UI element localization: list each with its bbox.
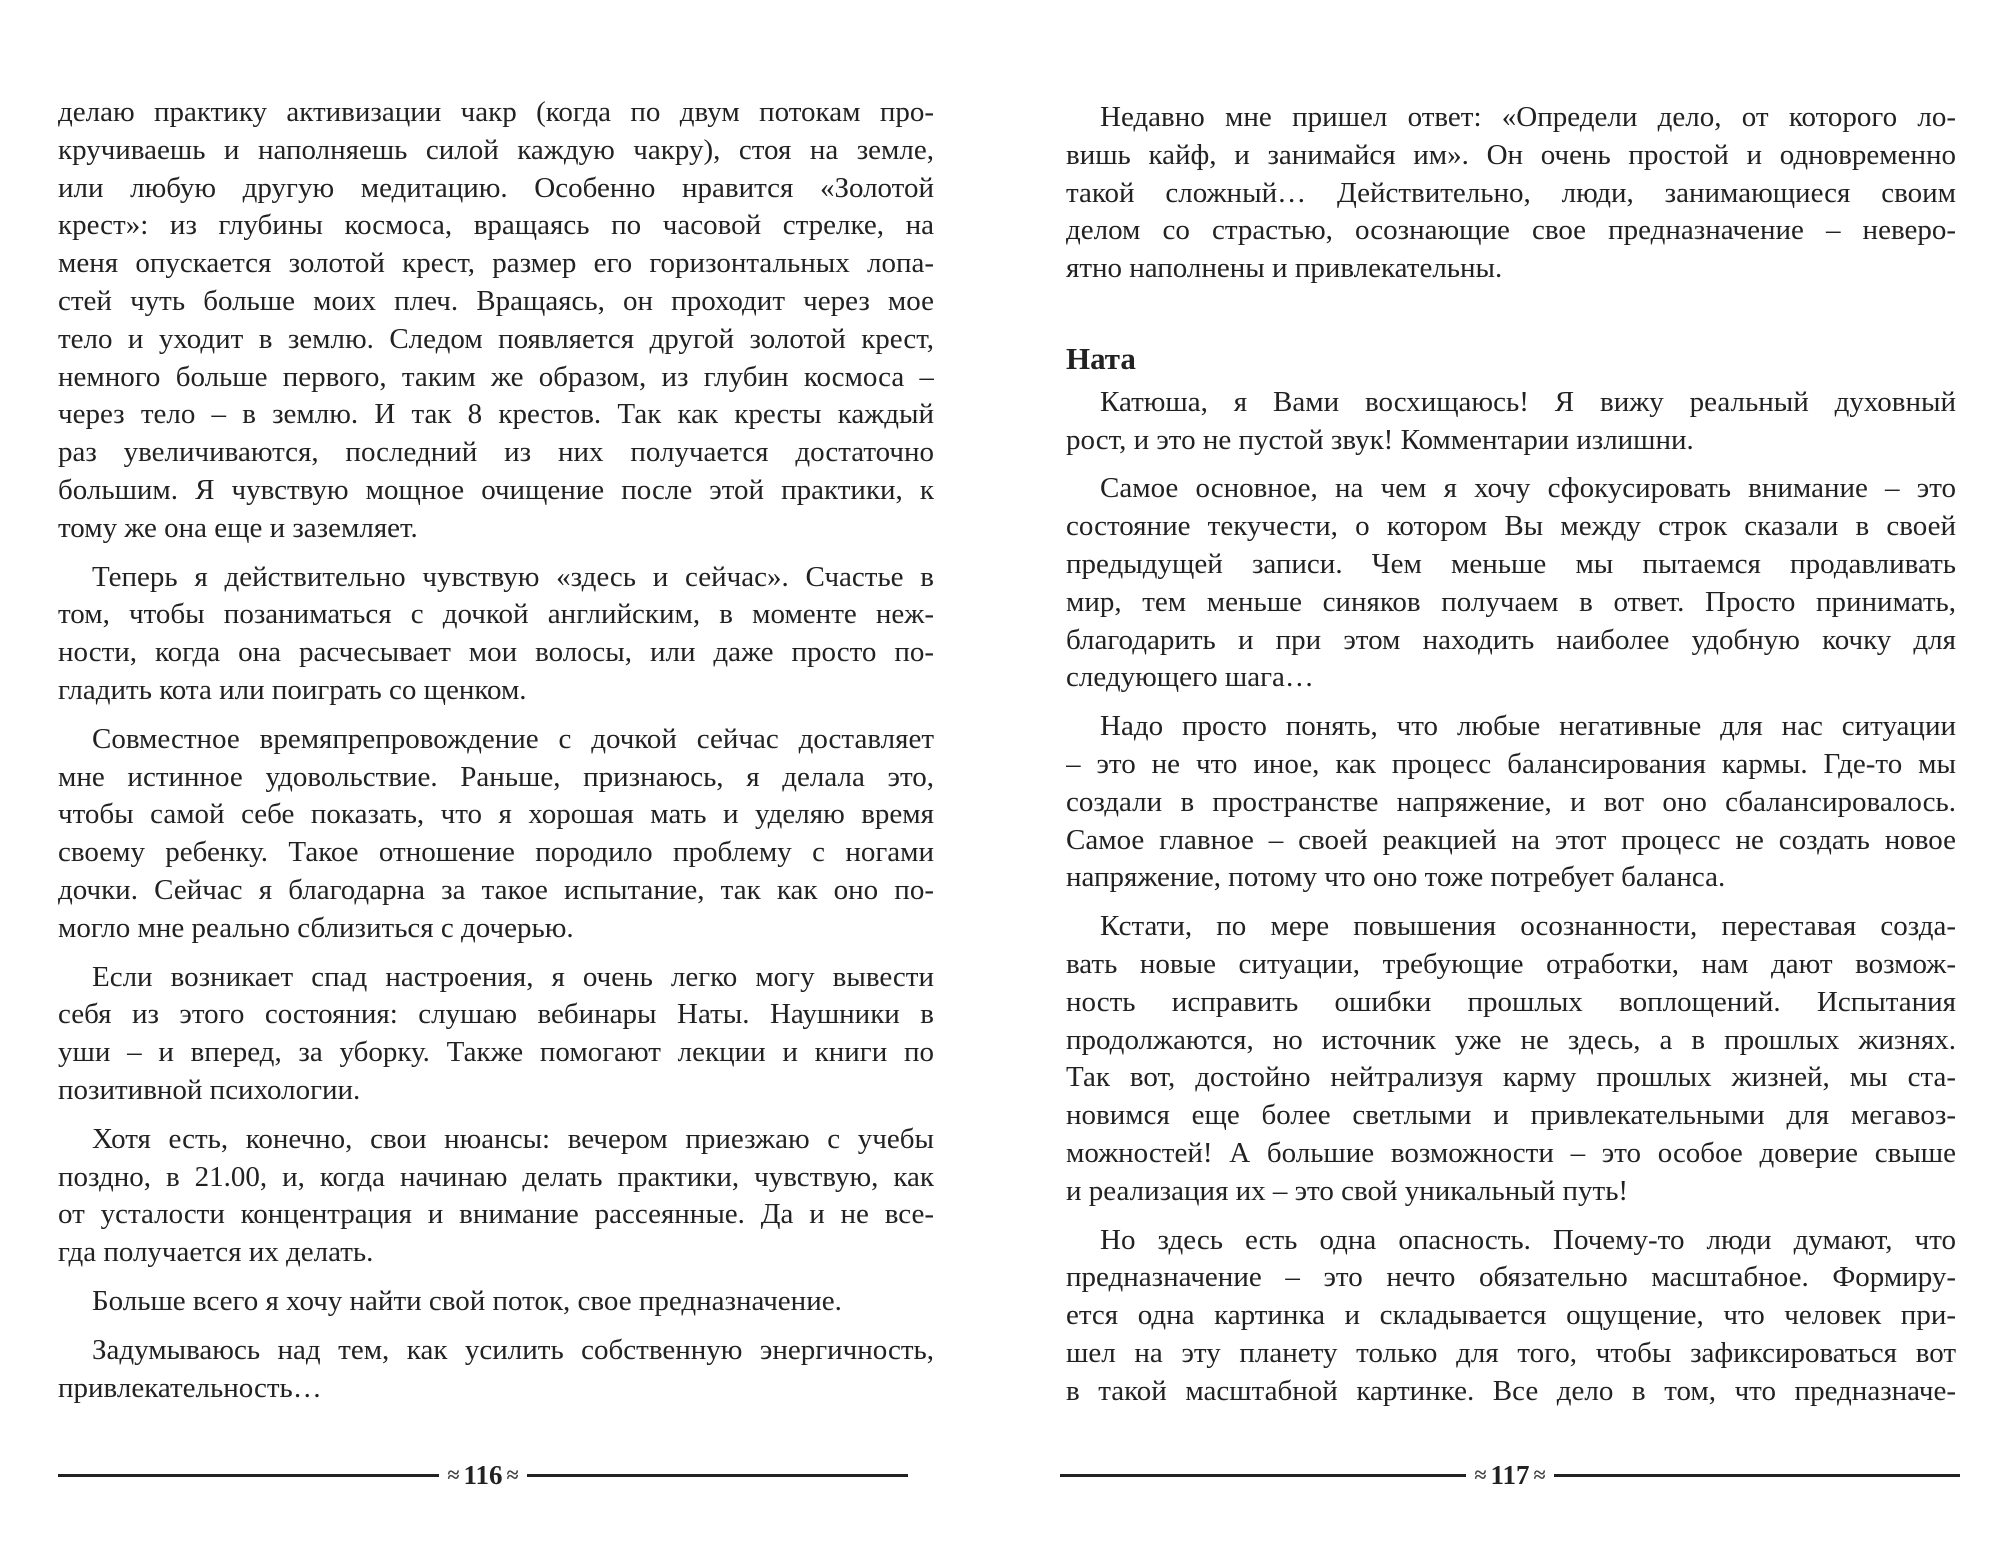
text-line: раз увеличиваются, последний из них получается достаточно xyxy=(58,436,934,469)
text-line: или любую другую медитацию. Особенно нравится «Золотой xyxy=(58,171,934,204)
text-line: следующего шага… xyxy=(1066,661,1314,694)
text-line: крест»: из глубины космоса, вращаясь по часовой стрелке, на xyxy=(58,209,934,242)
left-page xyxy=(58,94,934,1407)
text-line: через тело – в землю. И так 8 крестов. Так как кресты каждый xyxy=(58,398,934,431)
text-line: делом со страстью, осознающие свое предназначение – неверо- xyxy=(1066,214,1956,247)
page-number: 116 xyxy=(463,1459,503,1490)
text-line: гладить кота или поиграть со щенком. xyxy=(58,673,527,706)
text-line: большим. Я чувствую мощное очищение после этой практики, к xyxy=(58,473,934,506)
text-line: ность исправить ошибки прошлых воплощений. Испытания xyxy=(1066,985,1956,1018)
text-line: могло мне реально сблизиться с дочерью. xyxy=(58,911,574,944)
text-line: ятно наполнены и привлекательны. xyxy=(1066,252,1503,285)
text-line: своему ребенку. Такое отношение породило проблему с ногами xyxy=(58,836,934,869)
text-line: Хотя есть, конечно, свои нюансы: вечером приезжаю с учебы xyxy=(92,1122,934,1155)
text-line: Теперь я действительно чувствую «здесь и сейчас». Счастье в xyxy=(92,560,934,593)
paragraph xyxy=(58,1283,934,1321)
ornament-icon: ≈ xyxy=(1474,1462,1487,1487)
text-line: гда получается их делать. xyxy=(58,1236,374,1269)
paragraph xyxy=(58,559,934,710)
text-line: поздно, в 21.00, и, когда начинаю делать практики, чувствую, как xyxy=(58,1160,934,1193)
footer-rule xyxy=(1060,1474,1466,1477)
text-line: позитивной психологии. xyxy=(58,1073,361,1106)
paragraph xyxy=(1066,384,1956,460)
text-line: кручиваешь и наполняешь силой каждую чакру), стоя на земле, xyxy=(58,133,934,166)
text-line: Самое главное – своей реакцией на этот процесс не создать новое xyxy=(1066,823,1956,856)
text-line: немного больше первого, таким же образом, из глубин космоса – xyxy=(58,360,934,393)
text-line: дочки. Сейчас я благодарна за такое испытание, так как оно по- xyxy=(58,873,934,906)
text-line: Кстати, по мере повышения осознанности, переставая созда- xyxy=(1100,910,1956,943)
text-line: себя из этого состояния: слушаю вебинары Наты. Наушники в xyxy=(58,998,934,1031)
text-line: меня опускается золотой крест, размер его горизонтальных лопа- xyxy=(58,247,934,280)
paragraph xyxy=(58,959,934,1110)
text-line: в такой масштабной картинке. Все дело в том, что предназначе- xyxy=(1066,1374,1956,1407)
footer-rule xyxy=(527,1474,908,1477)
text-line: можностей! А большие возможности – это особое доверие свыше xyxy=(1066,1136,1956,1169)
page-number: 117 xyxy=(1490,1459,1530,1490)
paragraph xyxy=(1066,1222,1956,1411)
footer-rule xyxy=(1554,1474,1960,1477)
text-line: мир, тем меньше синяков получаем в ответ. Просто принимать, xyxy=(1066,585,1956,618)
text-line: Недавно мне пришел ответ: «Определи дело, от которого ло- xyxy=(1100,101,1956,133)
paragraph xyxy=(58,1121,934,1272)
text-line: мне истинное удовольствие. Раньше, признаюсь, я делала это, xyxy=(58,760,934,793)
ornament-icon: ≈ xyxy=(1533,1462,1546,1487)
text-line: вать новые ситуации, требующие отработки, нам дают возмож- xyxy=(1066,947,1956,980)
text-line: Совместное времяпрепровождение с дочкой сейчас доставляет xyxy=(92,722,934,755)
text-line: благодарить и при этом находить наиболее удобную кочку для xyxy=(1066,623,1956,656)
text-line: шел на эту планету только для того, чтобы зафиксироваться вот xyxy=(1066,1336,1956,1369)
text-line: напряжение, потому что оно тоже потребует баланса. xyxy=(1066,861,1726,894)
text-line: создали в пространстве напряжение, и вот оно сбалансировалось. xyxy=(1066,785,1956,818)
text-line: Но здесь есть одна опасность. Почему-то люди думают, что xyxy=(1100,1223,1956,1256)
text-line: Надо просто понять, что любые негативные для нас ситуации xyxy=(1100,710,1956,743)
text-line: уши – и вперед, за уборку. Также помогают лекции и книги по xyxy=(58,1036,934,1069)
ornament-icon: ≈ xyxy=(506,1462,519,1487)
text-line: Так вот, достойно нейтрализуя карму прошлых жизней, мы ста- xyxy=(1066,1061,1956,1094)
text-line: Самое основное, на чем я хочу сфокусировать внимание – это xyxy=(1100,472,1956,505)
paragraph xyxy=(58,94,934,548)
left-page-footer xyxy=(58,1459,908,1490)
text-line: Больше всего я хочу найти свой поток, свое предназначение. xyxy=(92,1284,842,1317)
paragraph xyxy=(58,721,934,948)
text-line: том, чтобы позаниматься с дочкой английским, в моменте неж- xyxy=(58,598,934,631)
text-line: продолжаются, но источник уже не здесь, а в прошлых жизнях. xyxy=(1066,1023,1956,1056)
text-line: предыдущей записи. Чем меньше мы пытаемся продавливать xyxy=(1066,547,1956,580)
right-page xyxy=(1066,99,1956,1411)
section-heading: Ната xyxy=(1066,340,1136,376)
text-line: рост, и это не пустой звук! Комментарии излишни. xyxy=(1066,423,1694,456)
right-page-footer xyxy=(1060,1459,1960,1490)
text-line: чтобы самой себе показать, что я хорошая мать и уделяю время xyxy=(58,798,934,831)
text-line: предназначение – это нечто обязательно масштабное. Формиру- xyxy=(1066,1261,1956,1294)
text-line: Если возникает спад настроения, я очень легко могу вывести xyxy=(92,960,934,993)
text-line: тому же она еще и заземляет. xyxy=(58,511,418,544)
text-line: и реализация их – это свой уникальный путь! xyxy=(1066,1174,1629,1207)
paragraph xyxy=(1066,708,1956,897)
text-line: новимся еще более светлыми и привлекательными для мегавоз- xyxy=(1066,1099,1956,1132)
text-line: от усталости концентрация и внимание рассеянные. Да и не все- xyxy=(58,1198,934,1231)
text-line: ется одна картинка и складывается ощущение, что человек при- xyxy=(1066,1299,1956,1332)
text-line: вишь кайф, и занимайся им». Он очень простой и одновременно xyxy=(1066,138,1956,171)
paragraph xyxy=(1066,99,1956,288)
text-line: делаю практику активизации чакр (когда по двум потокам про- xyxy=(58,96,934,128)
text-line: стей чуть больше моих плеч. Вращаясь, он проходит через мое xyxy=(58,284,934,317)
text-line: Катюша, я Вами восхищаюсь! Я вижу реальный духовный xyxy=(1100,385,1956,418)
text-line: – это не что иное, как процесс балансирования кармы. Где-то мы xyxy=(1066,747,1956,780)
text-line: Задумываюсь над тем, как усилить собственную энергичность, xyxy=(92,1333,934,1366)
text-line: ности, когда она расчесывает мои волосы, или даже просто по- xyxy=(58,636,934,669)
page-number-block xyxy=(1466,1460,1553,1491)
paragraph xyxy=(1066,470,1956,697)
text-line: тело и уходит в землю. Следом появляется другой золотой крест, xyxy=(58,322,934,355)
paragraph xyxy=(1066,908,1956,1210)
paragraph xyxy=(58,1332,934,1408)
text-line: такой сложный… Действительно, люди, занимающиеся своим xyxy=(1066,176,1956,209)
page-number-block xyxy=(439,1460,526,1491)
text-line: привлекательность… xyxy=(58,1371,322,1404)
text-line: состояние текучести, о котором Вы между строк сказали в своей xyxy=(1066,510,1956,543)
ornament-icon: ≈ xyxy=(447,1462,460,1487)
footer-rule xyxy=(58,1474,439,1477)
